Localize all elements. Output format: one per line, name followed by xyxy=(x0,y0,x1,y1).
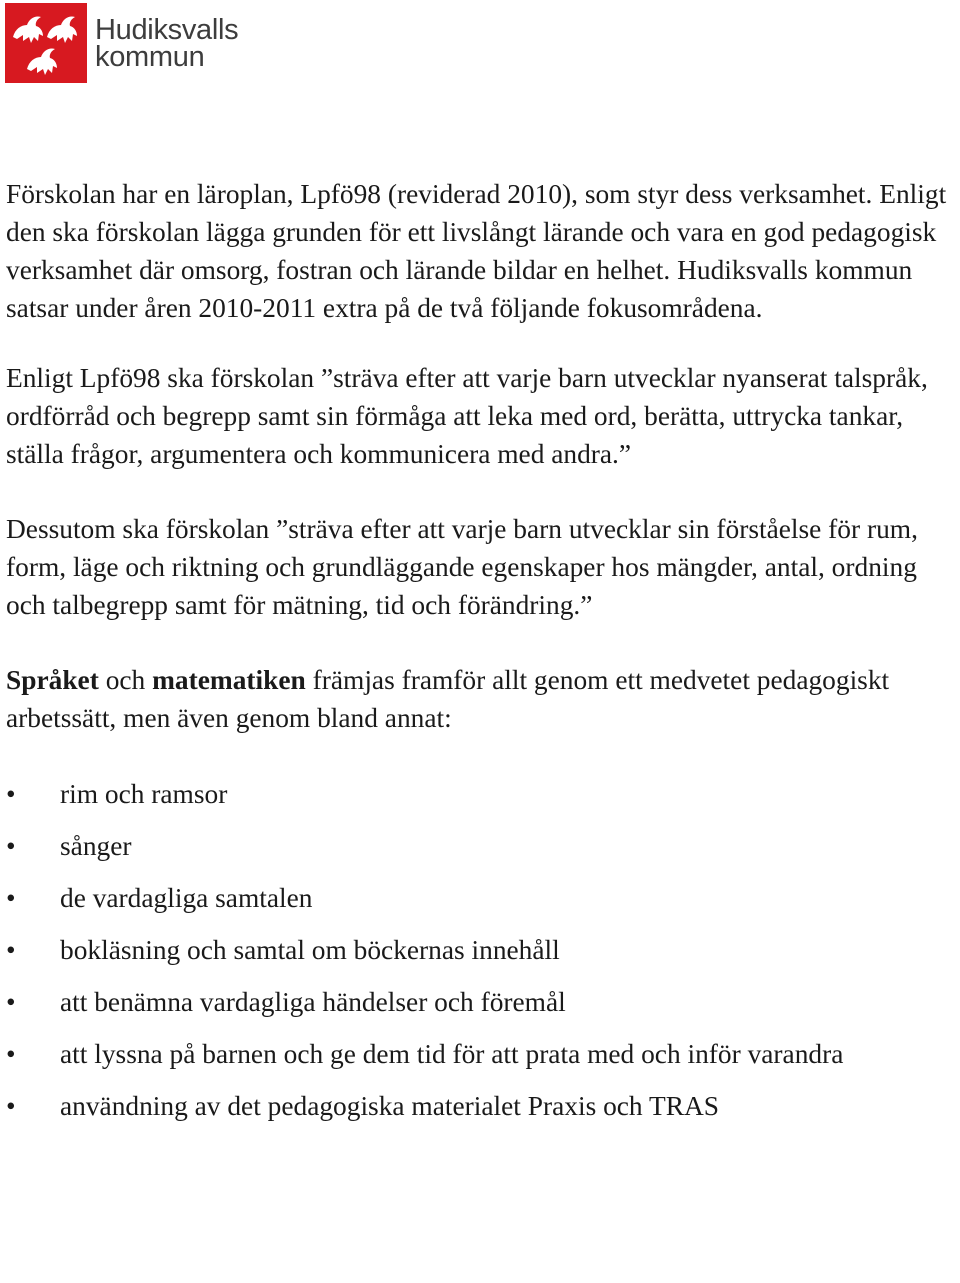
text-methods: främjas framför allt genom ett medvetet pedagogiskt arbetssätt, men även genom bland annat: xyxy=(6,665,890,733)
paragraph-language-goal: Enligt Lpfö98 ska förskolan ”sträva efter att varje barn utvecklar nyanserat talspråk, ordförråd och begrepp samt sin förmåga att leka med ord, berätta, uttrycka tankar, ställa frågor, argumentera och kommunicera med andra.” xyxy=(6,363,928,469)
list-item-text: användning av det pedagogiska materialet Praxis och TRAS xyxy=(60,1091,719,1121)
paragraph-intro: Förskolan har en läroplan, Lpfö98 (reviderad 2010), som styr dess verksamhet. Enligt den ska förskolan lägga grunden för ett livslångt lärande och vara en god pedagogisk verksamhet där omsorg, fostran och lärande bildar en helhet. Hudiksvalls kommun satsar under åren 2010-2011 extra på de två följande fokusområdena. xyxy=(6,179,947,323)
list-item xyxy=(6,879,956,917)
list-item-text: de vardagliga samtalen xyxy=(60,883,313,913)
logo-line-1: Hudiksvalls xyxy=(95,14,239,46)
list-item-text: rim och ramsor xyxy=(60,779,228,809)
text-and: och xyxy=(98,665,153,695)
list-item xyxy=(6,775,956,813)
list-item xyxy=(6,931,956,969)
bullet-list xyxy=(6,775,956,1125)
bold-math: matematiken xyxy=(152,665,306,695)
bullet-icon: • xyxy=(6,987,16,1017)
logo-text xyxy=(95,15,238,71)
list-item-text: att benämna vardagliga händelser och föremål xyxy=(60,987,566,1017)
bullet-icon: • xyxy=(6,1091,16,1121)
list-item xyxy=(6,983,956,1021)
bullet-icon: • xyxy=(6,1039,16,1069)
logo-line-2: kommun xyxy=(95,41,205,73)
goat-icon xyxy=(5,3,87,83)
header xyxy=(5,3,238,83)
list-item xyxy=(6,1035,956,1073)
bullet-icon: • xyxy=(6,779,16,809)
list-item-text: sånger xyxy=(60,831,132,861)
list-item xyxy=(6,827,956,865)
logo xyxy=(5,3,87,83)
paragraph-math-goal: Dessutom ska förskolan ”sträva efter att varje barn utvecklar sin förståelse för rum, form, läge och riktning och grundläggande egenskaper hos mängder, antal, ordning och talbegrepp samt för mätning, tid och förändring.” xyxy=(6,514,918,620)
bullet-icon: • xyxy=(6,935,16,965)
bullet-icon: • xyxy=(6,831,16,861)
paragraph-focus-methods xyxy=(6,661,956,737)
bold-language: Språket xyxy=(6,665,99,695)
document-body xyxy=(6,175,956,1139)
bullet-icon: • xyxy=(6,883,16,913)
list-item-text: bokläsning och samtal om böckernas innehåll xyxy=(60,935,560,965)
list-item xyxy=(6,1087,956,1125)
list-item-text: att lyssna på barnen och ge dem tid för att prata med och inför varandra xyxy=(60,1039,844,1069)
